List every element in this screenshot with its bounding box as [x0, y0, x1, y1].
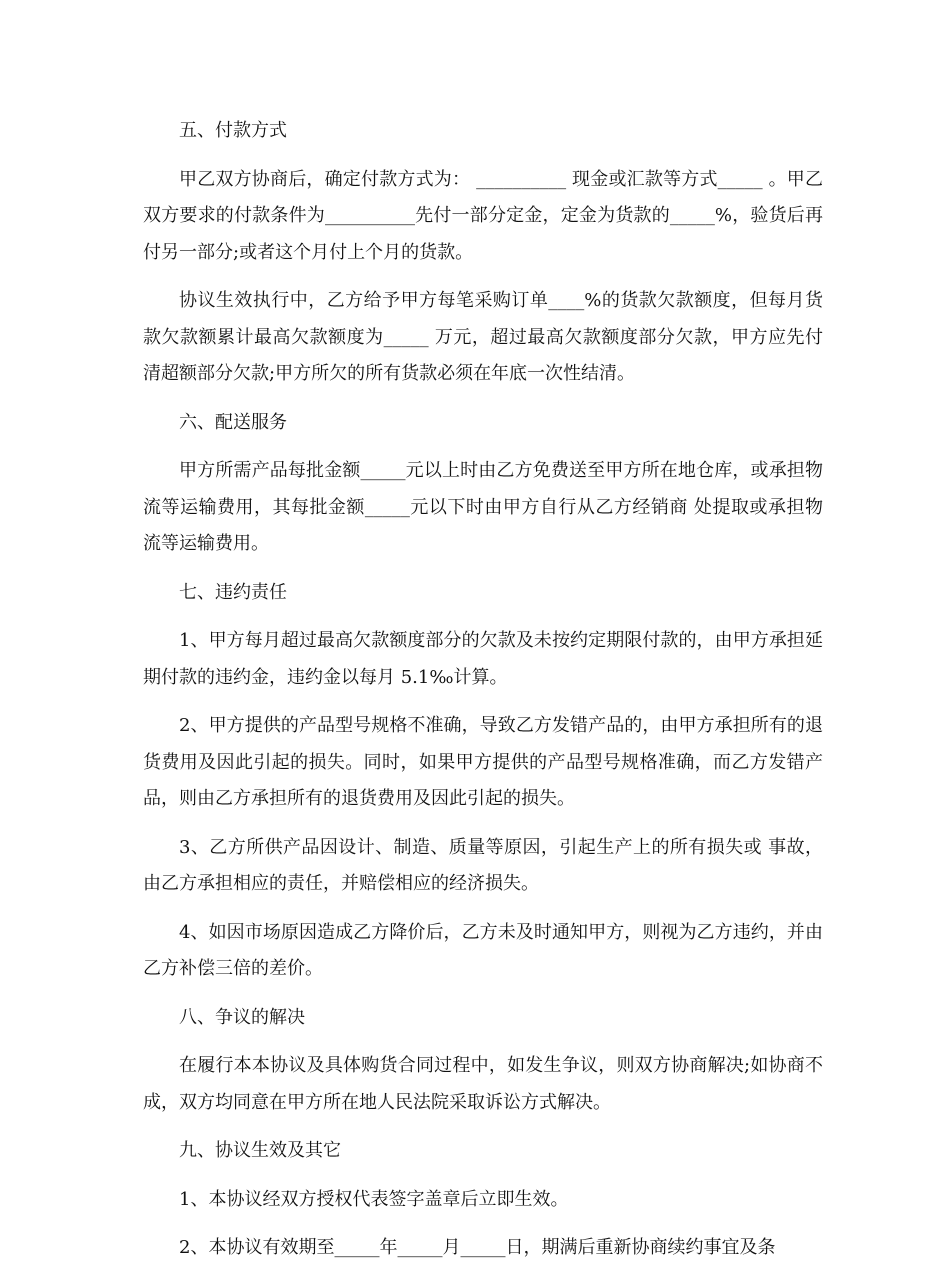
section-heading-liability: 七、违约责任	[179, 581, 287, 603]
section-heading-delivery: 六、配送服务	[179, 411, 287, 433]
paragraph-effect-2: 2、本协议有效期至_____年_____月_____日，期满后重新协商续约事宜及条	[179, 1237, 776, 1258]
paragraph-credit-limit: 协议生效执行中，乙方给予甲方每笔采购订单____%的货款欠款额度，但每月货款欠款额累计最高欠款额度为_____ 万元，超过最高欠款额度部分欠款，甲方应先付清超额部分欠款;甲方所欠的所有货款必须在年底一次性结清。	[143, 290, 823, 384]
section-heading-payment: 五、付款方式	[179, 120, 287, 141]
paragraph-payment-terms: 甲乙双方协商后，确定付款方式为： __________ 现金或汇款等方式_____ 。甲乙双方要求的付款条件为__________先付一部分定金，定金为货款的_____%，验货后再付另一部分;或者这个月付上个月的货款。	[143, 168, 823, 263]
section-heading-dispute: 八、争议的解决	[179, 1006, 305, 1028]
paragraph-delivery: 甲方所需产品每批金额_____元以上时由乙方免费送至甲方所在地仓库，或承担物流等运输费用，其每批金额_____元以下时由甲方自行从乙方经销商 处提取或承担物流等运输费用。	[143, 460, 823, 554]
paragraph-liability-1: 1、甲方每月超过最高欠款额度部分的欠款及未按约定期限付款的，由甲方承担延期付款的违约金，违约金以每月 5.1‰计算。	[143, 630, 823, 688]
paragraph-liability-3: 3、乙方所供产品因设计、制造、质量等原因，引起生产上的所有损失或 事故，由乙方承担相应的责任，并赔偿相应的经济损失。	[143, 836, 823, 894]
paragraph-dispute: 在履行本本协议及具体购货合同过程中，如发生争议，则双方协商解决;如协商不成，双方均同意在甲方所在地人民法院采取诉讼方式解决。	[143, 1055, 823, 1113]
paragraph-effect-1: 1、本协议经双方授权代表签字盖章后立即生效。	[179, 1188, 569, 1210]
paragraph-liability-4: 4、如因市场原因造成乙方降价后，乙方未及时通知甲方，则视为乙方违约，并由乙方补偿三倍的差价。	[143, 921, 823, 979]
paragraph-liability-2: 2、甲方提供的产品型号规格不准确，导致乙方发错产品的，由甲方承担所有的退货费用及因此引起的损失。同时，如果甲方提供的产品型号规格准确，而乙方发错产品，则由乙方承担所有的退货费用及因此引起的损失。	[143, 715, 823, 809]
document-body	[143, 113, 823, 1279]
section-heading-effect: 九、协议生效及其它	[179, 1140, 341, 1161]
